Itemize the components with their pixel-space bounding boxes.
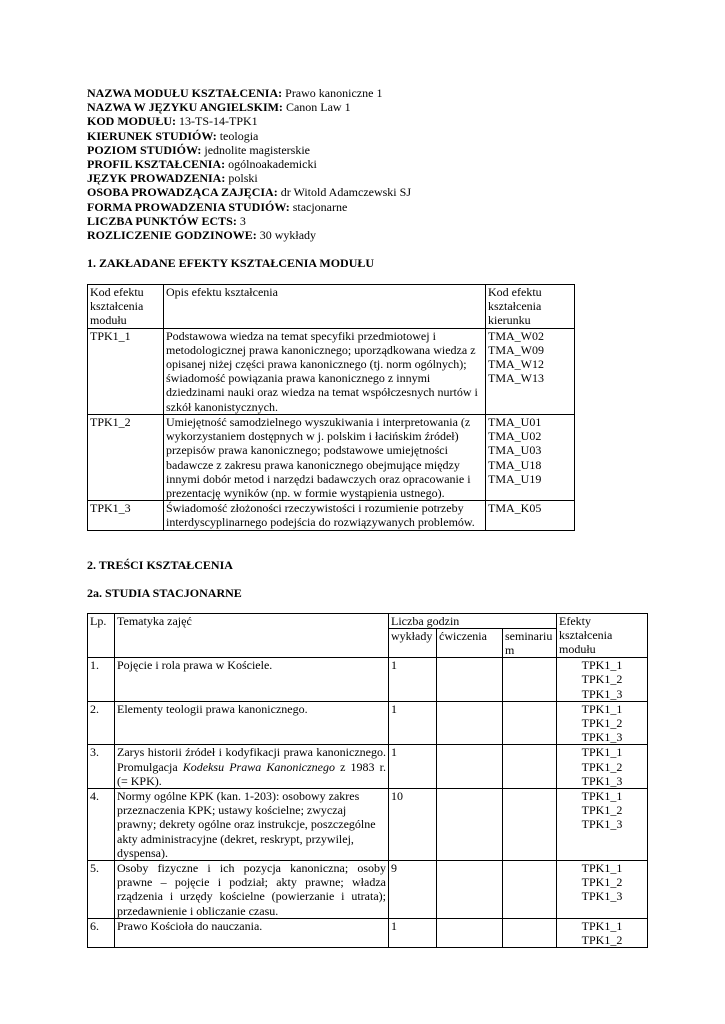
meta-value: jednolite magisterskie [204,142,310,157]
meta-ects [87,214,647,228]
meta-key: FORMA PROWADZENIA STUDIÓW: [87,199,290,214]
meta-key: ROZLICZENIE GODZINOWE: [87,227,257,242]
meta-field-of-study [87,129,647,143]
meta-value: Canon Law 1 [285,100,351,115]
topic-italic-title: Kodeksu Prawa Kanonicznego [182,759,335,774]
outcome-code: TPK1_1 [88,328,164,414]
row-lecture-hours: 1 [389,918,437,947]
header-lp: Lp. [88,613,115,658]
outcome-direction-codes: TMA_W02 TMA_W09 TMA_W12 TMA_W13 [486,328,575,414]
outcome-description: Podstawowa wiedza na temat specyfiki przedmiotowej i metodologicznej prawa kanonicznego; uporządkowana wiedza z opisanej niżej części prawa kanonicznego (tj. norm ogólnych); świadomość powiązania prawa kanonicznego z innymi dziedzinami nauki oraz wiedza na temat współczesnych nurtów i szkół kanonistycznych. [164,328,486,414]
row-exercise-hours [437,658,503,702]
header-direction-code: Kod efektu kształcenia kierunku [486,285,575,329]
row-effects: TPK1_1 TPK1_2 TPK1_3 [557,788,648,860]
row-effects: TPK1_1 TPK1_2 TPK1_3 [557,860,648,918]
meta-key: KIERUNEK STUDIÓW: [87,128,217,143]
header-effects: Efekty kształcenia modułu [557,613,648,658]
module-metadata [87,86,647,242]
row-lecture-hours: 10 [389,788,437,860]
outcome-description: Umiejętność samodzielnego wyszukiwania i interpretowania (z wykorzystaniem dostępnych w j. polskim i łacińskim źródeł) przepisów prawa kanonicznego; podstawowe umiejętności badawcze z zakresu prawa kanonicznego obejmujące między innymi dobór metod i narzędzi badawczych oraz opracowanie i prezentację wyników (np. w formie wystąpienia ustnego). [164,414,486,500]
meta-value: polski [228,171,258,186]
row-effects: TPK1_1 TPK1_2 [557,918,648,947]
row-topic [115,745,389,789]
meta-value: teologia [219,128,259,143]
meta-value: ogólnoakademicki [228,156,317,171]
meta-study-form [87,200,647,214]
topic-text: z 1983 r. (= KPK). [117,759,386,788]
outcome-code: TPK1_2 [88,414,164,500]
row-topic: Elementy teologii prawa kanonicznego. [115,701,389,745]
table-row [88,414,575,500]
row-exercise-hours [437,918,503,947]
meta-key: JĘZYK PROWADZENIA: [87,171,226,186]
section2-heading: 2. TREŚCI KSZTAŁCENIA [87,557,233,572]
row-effects: TPK1_1 TPK1_2 TPK1_3 [557,701,648,745]
meta-module-name [87,86,647,100]
table-row [88,745,648,789]
header-exercises: ćwiczenia [437,628,503,657]
meta-module-code [87,114,647,128]
table-row [88,860,648,918]
row-lp: 2. [88,701,115,745]
table-row [88,328,575,414]
row-lecture-hours: 1 [389,701,437,745]
row-seminar-hours [503,701,557,745]
header-description: Opis efektu kształcenia [164,285,486,329]
meta-lecturer [87,185,647,199]
header-module-code: Kod efektu kształcenia modułu [88,285,164,329]
meta-profile [87,157,647,171]
meta-key: POZIOM STUDIÓW: [87,142,202,157]
table-row [88,658,648,702]
table-row [88,788,648,860]
outcome-description: Świadomość złożoności rzeczywistości i rozumienie potrzeby interdyscyplinarnego podejścia do rozwiązywanych problemów. [164,501,486,530]
row-seminar-hours [503,658,557,702]
meta-key: LICZBA PUNKTÓW ECTS: [87,213,237,228]
row-topic: Prawo Kościoła do nauczania. [115,918,389,947]
section2a-heading: 2a. STUDIA STACJONARNE [87,585,242,600]
row-lp: 3. [88,745,115,789]
header-hours: Liczba godzin [389,613,557,628]
meta-study-level [87,143,647,157]
row-lecture-hours: 9 [389,860,437,918]
header-topic: Tematyka zajęć [115,613,389,658]
meta-value: 13-TS-14-TPK1 [179,114,258,129]
table-header-row [88,285,575,329]
meta-english-name [87,100,647,114]
row-topic: Pojęcie i rola prawa w Kościele. [115,658,389,702]
section1-heading: 1. ZAKŁADANE EFEKTY KSZTAŁCENIA MODUŁU [87,256,375,271]
meta-value: stacjonarne [292,199,348,214]
meta-key: KOD MODUŁU: [87,114,176,129]
row-exercise-hours [437,860,503,918]
row-seminar-hours [503,788,557,860]
meta-language [87,171,647,185]
row-exercise-hours [437,745,503,789]
outcome-direction-codes: TMA_U01 TMA_U02 TMA_U03 TMA_U18 TMA_U19 [486,414,575,500]
learning-outcomes-table [87,284,575,530]
row-topic: Osoby fizyczne i ich pozycja kanoniczna; osoby prawne – pojęcie i podział; akty prawne; władza rządzenia i urzędy kościelne (powierzanie i utrata); przedawnienie i obliczanie czasu. [115,860,389,918]
row-topic: Normy ogólne KPK (kan. 1-203): osobowy zakres przeznaczenia KPK; ustawy kościelne; zwyczaj prawny; dekrety ogólne oraz instrukcje, poszczególne akty administracyjne (dekret, reskrypt, przywilej, dyspensa). [115,788,389,860]
row-exercise-hours [437,701,503,745]
row-lecture-hours: 1 [389,745,437,789]
meta-value: dr Witold Adamczewski SJ [280,185,411,200]
table-row [88,501,575,530]
outcome-direction-codes: TMA_K05 [486,501,575,530]
row-seminar-hours [503,918,557,947]
row-lp: 1. [88,658,115,702]
row-lecture-hours: 1 [389,658,437,702]
topic-text: Zarys historii źródeł i kodyfikacji prawa kanonicznego. Promulgacja [117,745,386,774]
meta-value: Prawo kanoniczne 1 [285,86,383,100]
table-header-row [88,613,648,628]
document-page [87,86,647,948]
meta-value: 3 [239,213,246,228]
meta-key: NAZWA W JĘZYKU ANGIELSKIM: [87,100,283,115]
table-row [88,918,648,947]
header-lectures: wykłady [389,628,437,657]
row-exercise-hours [437,788,503,860]
meta-key: PROFIL KSZTAŁCENIA: [87,156,226,171]
outcome-code: TPK1_3 [88,501,164,530]
meta-hours [87,228,647,242]
meta-key: OSOBA PROWADZĄCA ZAJĘCIA: [87,185,278,200]
row-lp: 4. [88,788,115,860]
meta-key: NAZWA MODUŁU KSZTAŁCENIA: [87,86,283,100]
row-lp: 5. [88,860,115,918]
table-row [88,701,648,745]
row-seminar-hours [503,745,557,789]
row-lp: 6. [88,918,115,947]
meta-value: 30 wykłady [259,227,317,242]
course-content-table [87,613,648,949]
header-seminar: seminariu m [503,628,557,657]
row-effects: TPK1_1 TPK1_2 TPK1_3 [557,658,648,702]
row-effects: TPK1_1 TPK1_2 TPK1_3 [557,745,648,789]
row-seminar-hours [503,860,557,918]
